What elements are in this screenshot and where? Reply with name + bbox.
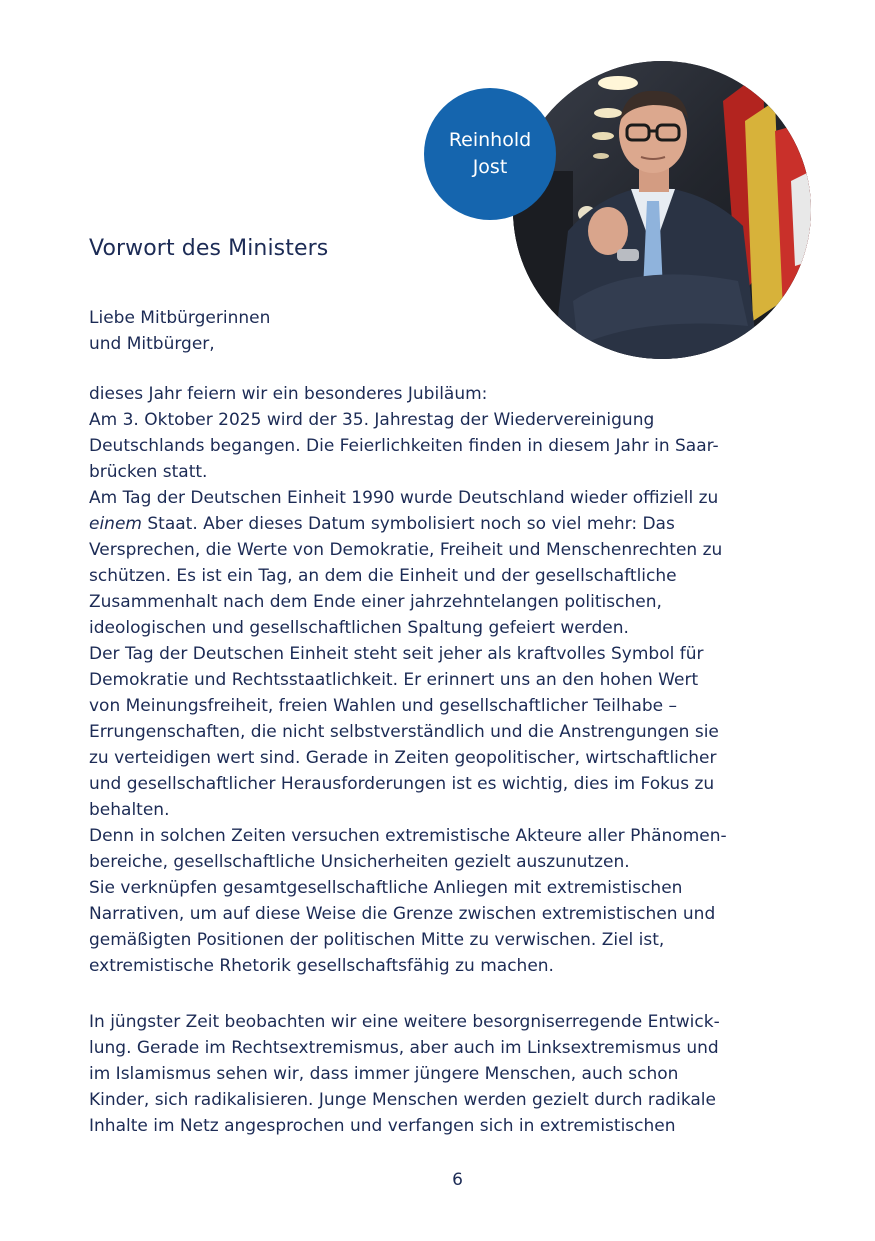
text-line: Am 3. Oktober 2025 wird der 35. Jahrestag der Wiedervereinigung bbox=[89, 410, 655, 430]
salutation-line-2: und Mitbürger, bbox=[89, 334, 215, 354]
text-line: Inhalte im Netz angesprochen und verfangen sich in extremistischen bbox=[89, 1116, 676, 1136]
salutation-line-1: Liebe Mitbürgerinnen bbox=[89, 308, 271, 328]
emphasized-word: einem bbox=[89, 514, 142, 534]
text-line: Zusammenhalt nach dem Ende einer jahrzehntelangen politischen, bbox=[89, 592, 662, 612]
text-line: behalten. bbox=[89, 800, 170, 820]
page-title: Vorwort des Ministers bbox=[89, 236, 329, 261]
text-line bbox=[89, 511, 727, 537]
text-line: lung. Gerade im Rechtsextremismus, aber auch im Linksextremismus und bbox=[89, 1038, 719, 1058]
salutation bbox=[89, 305, 270, 357]
author-first-name: Reinhold bbox=[448, 129, 532, 151]
text-line: zu verteidigen wert sind. Gerade in Zeiten geopolitischer, wirtschaftlicher bbox=[89, 748, 717, 768]
body-paragraph-1 bbox=[89, 381, 727, 979]
text-line: Narrativen, um auf diese Weise die Grenze zwischen extremistischen und bbox=[89, 904, 716, 924]
text-line: von Meinungsfreiheit, freien Wahlen und gesellschaftlicher Teilhabe – bbox=[89, 696, 678, 716]
text-line: extremistische Rhetorik gesellschaftsfähig zu machen. bbox=[89, 956, 554, 976]
minister-portrait-photo bbox=[513, 61, 811, 359]
text-line: Versprechen, die Werte von Demokratie, Freiheit und Menschenrechten zu bbox=[89, 540, 723, 560]
text-line: brücken statt. bbox=[89, 462, 208, 482]
portrait-photo-icon bbox=[513, 61, 811, 359]
text-line: und gesellschaftlicher Herausforderungen ist es wichtig, dies im Fokus zu bbox=[89, 774, 715, 794]
text-line: In jüngster Zeit beobachten wir eine weitere besorgniserregende Entwick- bbox=[89, 1012, 720, 1032]
text-line: Am Tag der Deutschen Einheit 1990 wurde Deutschland wieder offiziell zu bbox=[89, 488, 719, 508]
author-last-name: Jost bbox=[472, 156, 508, 178]
text-line: dieses Jahr feiern wir ein besonderes Jubiläum: bbox=[89, 384, 488, 404]
text-line: gemäßigten Positionen der politischen Mitte zu verwischen. Ziel ist, bbox=[89, 930, 665, 950]
text-line: Sie verknüpfen gesamtgesellschaftliche Anliegen mit extremistischen bbox=[89, 878, 683, 898]
text-line: Kinder, sich radikalisieren. Junge Menschen werden gezielt durch radikale bbox=[89, 1090, 716, 1110]
text-line: im Islamismus sehen wir, dass immer jüngere Menschen, auch schon bbox=[89, 1064, 679, 1084]
text-line: schützen. Es ist ein Tag, an dem die Einheit und der gesellschaftliche bbox=[89, 566, 677, 586]
body-paragraph-2 bbox=[89, 1009, 720, 1139]
text-line: Errungenschaften, die nicht selbstverständlich und die Anstrengungen sie bbox=[89, 722, 719, 742]
page-number: 6 bbox=[452, 1170, 463, 1190]
text-line-rest: Staat. Aber dieses Datum symbolisiert noch so viel mehr: Das bbox=[141, 514, 675, 534]
text-line: Deutschlands begangen. Die Feierlichkeiten finden in diesem Jahr in Saar- bbox=[89, 436, 719, 456]
text-line: Denn in solchen Zeiten versuchen extremistische Akteure aller Phänomen- bbox=[89, 826, 727, 846]
text-line: Der Tag der Deutschen Einheit steht seit jeher als kraftvolles Symbol für bbox=[89, 644, 704, 664]
author-name-badge bbox=[424, 88, 556, 220]
text-line: ideologischen und gesellschaftlichen Spaltung gefeiert werden. bbox=[89, 618, 629, 638]
text-line: bereiche, gesellschaftliche Unsicherheiten gezielt auszunutzen. bbox=[89, 852, 630, 872]
text-line: Demokratie und Rechtsstaatlichkeit. Er erinnert uns an den hohen Wert bbox=[89, 670, 699, 690]
